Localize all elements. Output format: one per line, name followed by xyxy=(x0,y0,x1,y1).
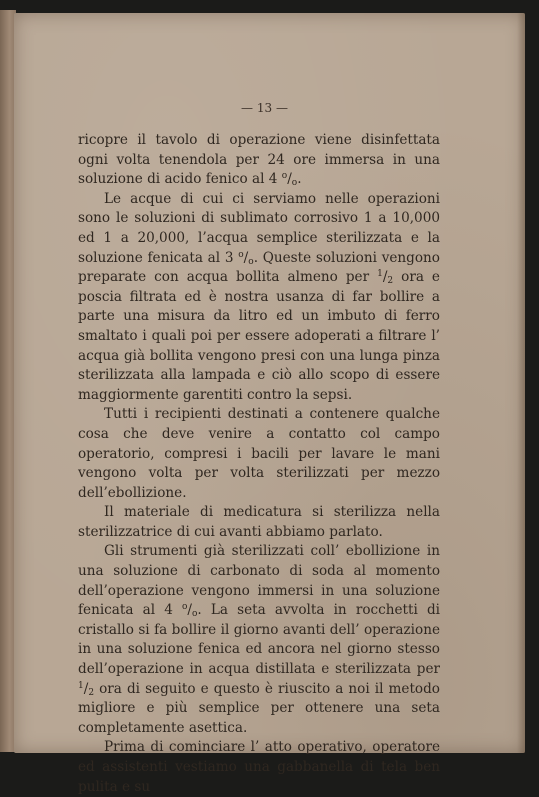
text-run: Il materiale di medicatura si sterilizza nella sterilizzatrice di cui avanti abbiamo parlato. xyxy=(78,504,440,540)
text-run: Prima di cominciare l’ atto operativo, operatore ed assistenti vestiamo una gabbanella di tela ben pulita e su xyxy=(78,739,440,795)
text-run: . Queste soluzioni vengono preparate con acqua bollita almeno per xyxy=(78,249,440,286)
subscript: o xyxy=(248,256,254,267)
superscript: 1 xyxy=(377,269,383,280)
text-run: / xyxy=(83,680,89,697)
superscript: 1 xyxy=(78,680,84,691)
subscript: 2 xyxy=(88,687,95,698)
text-run: ricopre il tavolo di operazione viene disinfettata ogni volta tenendola per 24 ore immersa in una soluzione di acido fenico al 4 xyxy=(78,132,440,188)
body-text xyxy=(78,131,440,797)
text-run: / xyxy=(287,171,292,188)
subscript: o xyxy=(291,178,298,189)
superscript: o xyxy=(281,171,288,182)
text-run: / xyxy=(243,249,249,266)
superscript: o xyxy=(181,602,188,613)
superscript: o xyxy=(238,249,244,260)
paragraph xyxy=(78,405,440,503)
page-edge-shadow xyxy=(517,13,525,753)
text-run: ora di seguito e questo è riuscito a noi il metodo migliore e più semplice per ottenere una seta completamente asettica. xyxy=(78,680,440,736)
text-run: ora e poscia filtrata ed è nostra usanza di far bollire a parte una misura da litro ed un imbuto di ferro smaltato i quali poi per essere adoperati a filtrare l’ acqua già bollita vengono presi con una lunga pinza sterilizzata alla lampada e ciò allo scopo di essere maggiormente garentiti contro la sepsi. xyxy=(78,269,440,403)
paragraph xyxy=(78,190,440,406)
text-run: Gli strumenti già sterilizzati coll’ ebollizione in una soluzione di carbonato di soda al momento dell’operazione vengono immersi in una soluzione fenicata al 4 xyxy=(78,543,440,619)
paragraph xyxy=(78,738,440,797)
subscript: o xyxy=(192,609,198,620)
text-run: Tutti i recipienti destinati a contenere qualche cosa che deve venire a contatto col campo operatorio, compresi i bacili per lavare le mani vengono volta per volta sterilizzati per mezzo dell’ebollizione. xyxy=(78,406,440,501)
page-number: — 13 — xyxy=(241,101,288,115)
paragraph xyxy=(78,503,440,542)
book-page xyxy=(14,13,525,795)
paragraph xyxy=(78,542,440,738)
subscript: 2 xyxy=(387,276,394,287)
text-run: / xyxy=(187,602,192,619)
text-run: Le acque di cui ci serviamo nelle operazioni sono le soluzioni di sublimato corrosivo 1 a 10,000 ed 1 a 20,000, l’acqua semplice sterilizzata e la soluzione fenicata al 3 xyxy=(78,190,440,266)
text-run: . xyxy=(297,171,302,188)
text-run: . La seta avvolta in rocchetti di cristallo si fa bollire il giorno avanti dell’ operazione in una soluzione fenica ed ancora nel giorno stesso dell’operazione in acqua distillata e sterilizzata per xyxy=(78,602,440,678)
text-run: / xyxy=(382,269,388,286)
paragraph xyxy=(78,131,440,190)
